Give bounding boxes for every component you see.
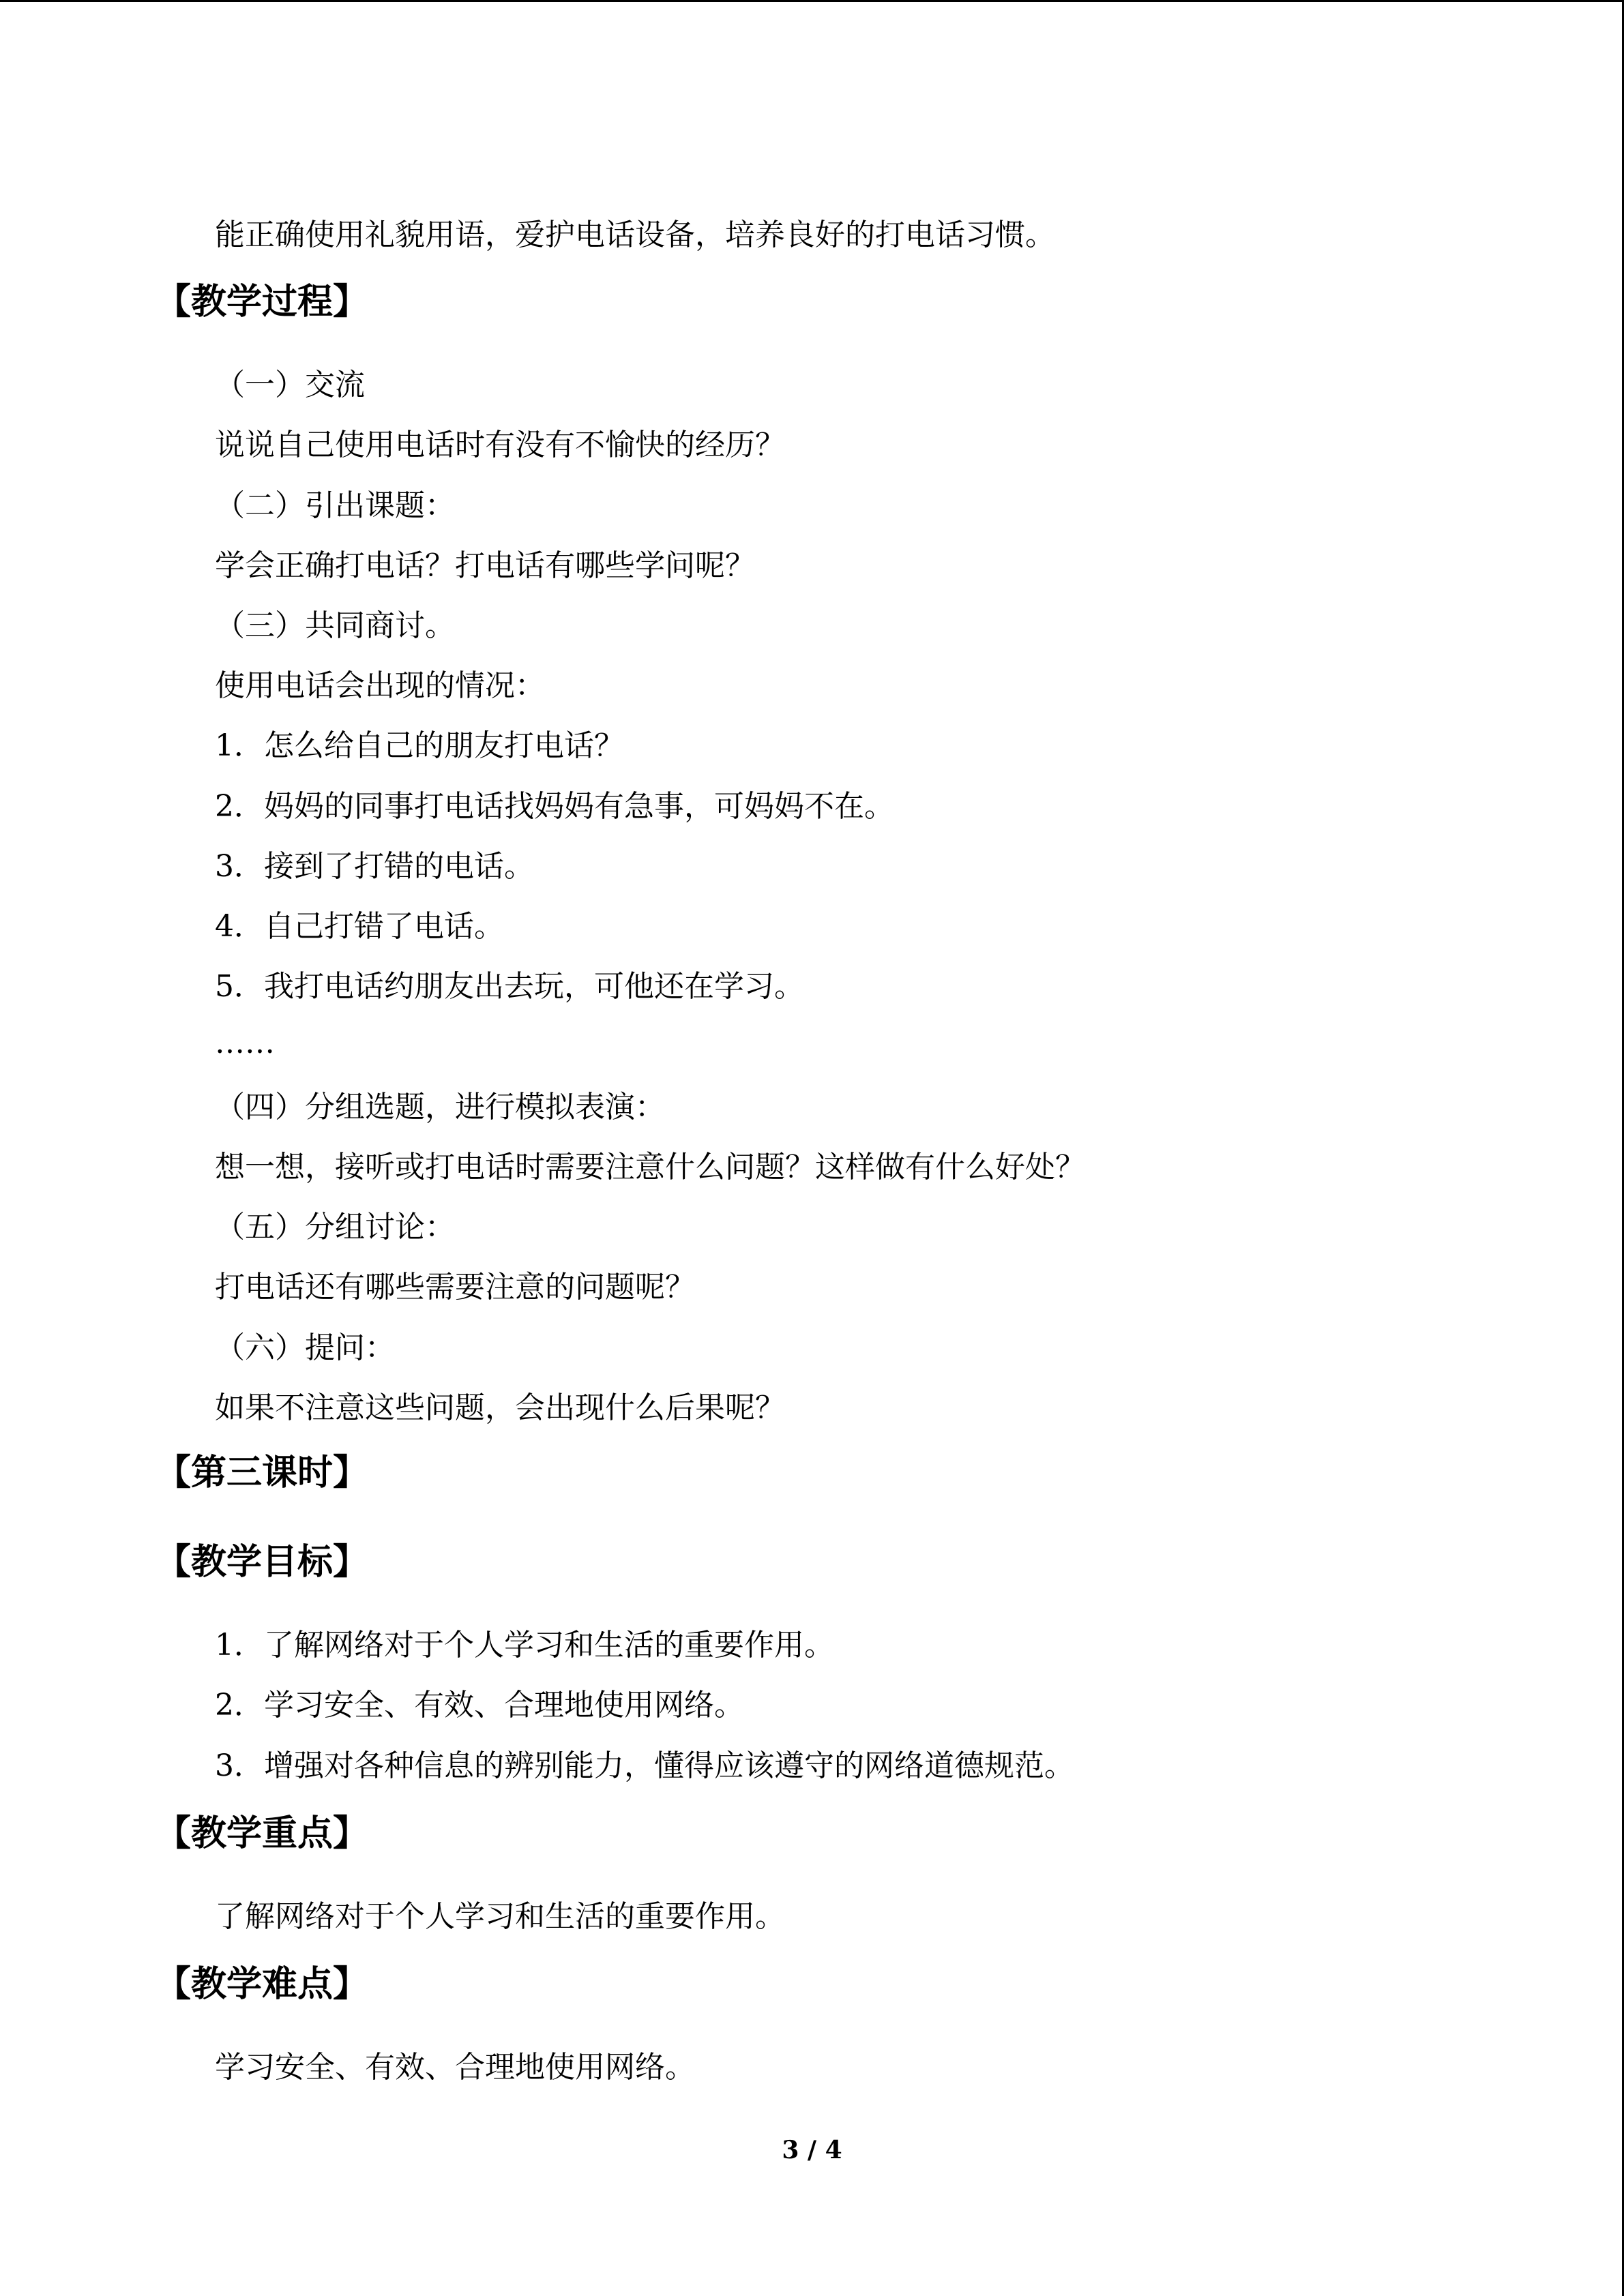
process-line: 4．自己打错了电话。 (215, 909, 504, 944)
process-line: 1．怎么给自己的朋友打电话？ (215, 728, 624, 763)
process-line: （五）分组讨论： (215, 1210, 455, 1244)
process-line: 5．我打电话约朋友出去玩，可他还在学习。 (215, 969, 804, 1004)
process-line: 2．妈妈的同事打电话找妈妈有急事，可妈妈不在。 (215, 789, 894, 824)
goal-line: 1．了解网络对于个人学习和生活的重要作用。 (215, 1628, 834, 1663)
process-line: （四）分组选题，进行模拟表演： (215, 1090, 665, 1124)
lesson-three-heading: 【第三课时】 (156, 1452, 369, 1493)
process-line: （六）提问： (215, 1330, 395, 1365)
process-line: 打电话还有哪些需要注意的问题呢？ (215, 1270, 695, 1304)
difficulties-heading: 【教学难点】 (156, 1963, 369, 2005)
process-heading: 【教学过程】 (156, 281, 369, 323)
process-line: （三）共同商讨。 (215, 608, 455, 643)
process-line: 如果不注意这些问题，会出现什么后果呢？ (215, 1390, 785, 1425)
goals-heading: 【教学目标】 (156, 1541, 369, 1583)
key-points-heading: 【教学重点】 (156, 1813, 369, 1854)
process-line: …… (215, 1026, 275, 1060)
intro-line: 能正确使用礼貌用语，爱护电话设备，培养良好的打电话习惯。 (215, 218, 1055, 252)
process-line: 学会正确打电话？打电话有哪些学问呢？ (215, 548, 755, 583)
process-line: 说说自己使用电话时有没有不愉快的经历？ (215, 428, 785, 462)
difficulties-line: 学习安全、有效、合理地使用网络。 (215, 2050, 695, 2085)
process-line: 想一想，接听或打电话时需要注意什么问题？这样做有什么好处？ (215, 1150, 1085, 1184)
process-line: （二）引出课题： (215, 488, 455, 523)
process-line: 使用电话会出现的情况： (215, 668, 545, 703)
goal-line: 3．增强对各种信息的辨别能力，懂得应该遵守的网络道德规范。 (215, 1748, 1074, 1783)
page-top-border (0, 0, 1624, 2)
page-number: 3 / 4 (782, 2136, 842, 2164)
process-line: 3．接到了打错的电话。 (215, 849, 534, 884)
goal-line: 2．学习安全、有效、合理地使用网络。 (215, 1688, 744, 1723)
process-line: （一）交流 (215, 368, 365, 402)
key-points-line: 了解网络对于个人学习和生活的重要作用。 (215, 1899, 785, 1934)
